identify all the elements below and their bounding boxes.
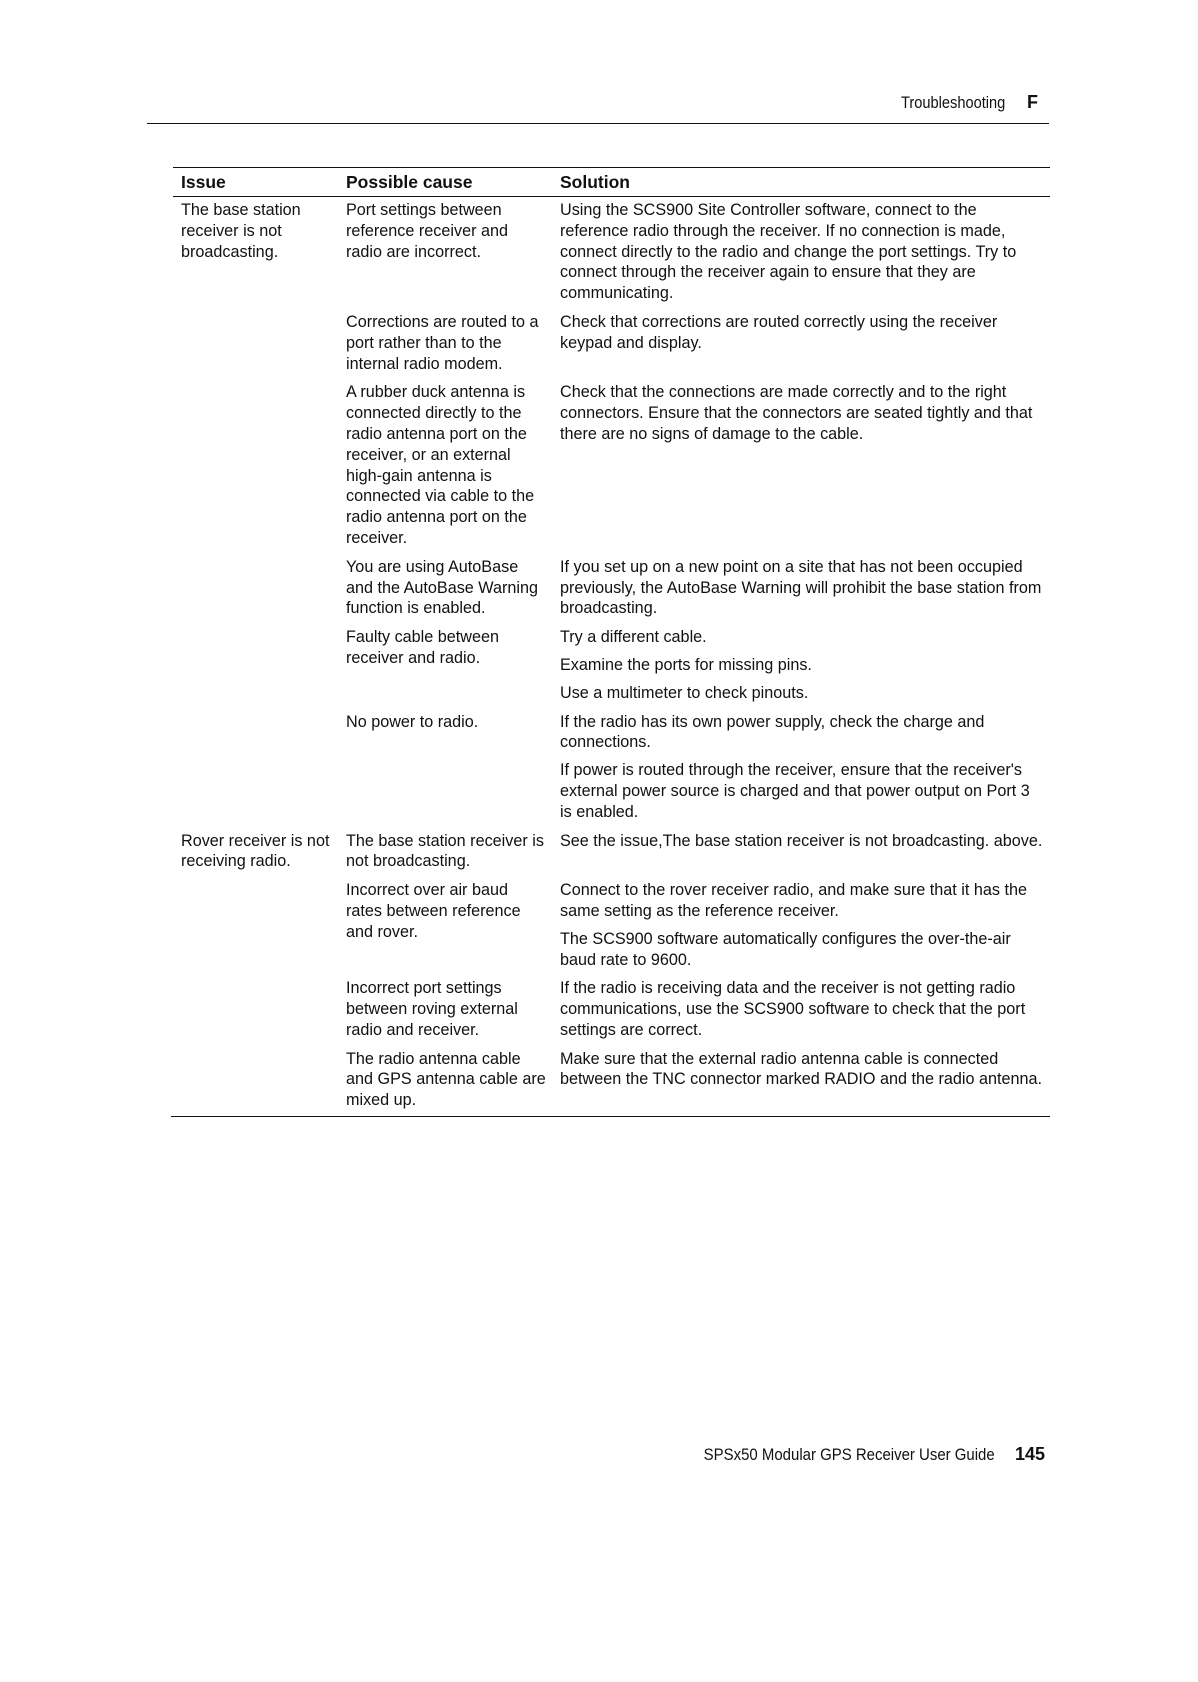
issue-cell <box>173 1046 338 1116</box>
issue-cell <box>173 379 338 553</box>
solution-cell <box>552 309 1050 379</box>
solution-text: Connect to the rover receiver radio, and make sure that it has the same setting as the reference receiver. <box>560 881 1027 920</box>
solution-text: Make sure that the external radio antenna cable is connected between the TNC connector marked RADIO and the radio antenna. <box>560 1049 1043 1089</box>
cause-cell: Faulty cable between receiver and radio. <box>346 628 499 667</box>
solution-text: Try a different cable. <box>560 628 707 647</box>
table-row <box>173 975 1050 1045</box>
page-number: 145 <box>1014 1444 1045 1464</box>
header-section-title: Troubleshooting <box>900 93 1005 112</box>
table-body <box>173 197 1050 1117</box>
solution-text: See the issue,The base station receiver is not broadcasting. above. <box>560 831 1043 850</box>
solution-text: If the radio is receiving data and the receiver is not getting radio communications, use the SCS900 software to check that the port settings are correct. <box>560 979 1026 1039</box>
table-row <box>173 709 1050 828</box>
issue-cell <box>173 309 338 379</box>
footer-guide-title: SPSx50 Modular GPS Receiver User Guide <box>703 1445 995 1464</box>
troubleshooting-table <box>173 167 1050 1117</box>
running-header <box>884 92 1038 113</box>
table-row <box>173 379 1050 553</box>
solution-text: If you set up on a new point on a site that has not been occupied previously, the AutoBase Warning will prohibit the base station from broadcasting. <box>560 557 1042 618</box>
header-divider <box>147 123 1049 124</box>
solution-text: If the radio has its own power supply, check the charge and connections. <box>560 712 985 752</box>
cause-cell: Port settings between reference receiver and radio are incorrect. <box>346 201 508 261</box>
solution-text: If power is routed through the receiver, ensure that the receiver's external power source is charged and that power output on Port 3 is enabled. <box>560 761 1030 821</box>
column-header-solution: Solution <box>552 168 1050 197</box>
column-header-issue: Issue <box>173 168 338 197</box>
page-footer <box>664 1444 1045 1465</box>
table-header-row <box>173 168 1050 197</box>
solution-text: Check that corrections are routed correctly using the receiver keypad and display. <box>560 312 998 352</box>
cause-cell: Incorrect over air baud rates between reference and rover. <box>346 881 521 941</box>
solution-cell <box>552 379 1050 553</box>
cause-cell: Incorrect port settings between roving external radio and receiver. <box>346 979 518 1039</box>
table-row <box>173 197 1050 309</box>
issue-cell: Rover receiver is not receiving radio. <box>181 831 330 871</box>
issue-cell <box>173 877 338 975</box>
issue-cell <box>173 975 338 1045</box>
cause-cell: Corrections are routed to a port rather than to the internal radio modem. <box>346 312 539 373</box>
table-row <box>173 828 1050 878</box>
issue-cell <box>173 554 338 624</box>
cause-cell: The base station receiver is not broadcasting. <box>346 831 544 871</box>
solution-text: The SCS900 software automatically configures the over-the-air baud rate to 9600. <box>560 929 1011 969</box>
solution-cell <box>552 877 1050 975</box>
table-row <box>173 624 1050 708</box>
solution-cell <box>552 709 1050 828</box>
solution-cell <box>552 975 1050 1045</box>
table-row <box>173 554 1050 624</box>
solution-text: Check that the connections are made correctly and to the right connectors. Ensure that the connectors are seated tightly and that there are no signs of damage to the cable. <box>560 383 1033 443</box>
solution-cell <box>552 828 1050 878</box>
solution-cell <box>552 624 1050 708</box>
solution-cell <box>552 197 1050 309</box>
header-appendix-letter: F <box>1027 92 1038 112</box>
issue-cell <box>173 624 338 708</box>
solution-cell <box>552 1046 1050 1116</box>
solution-cell <box>552 554 1050 624</box>
issue-cell: The base station receiver is not broadcasting. <box>181 201 301 261</box>
solution-text: Examine the ports for missing pins. <box>560 655 812 674</box>
table-row <box>173 877 1050 975</box>
table-row <box>173 1046 1050 1116</box>
solution-text: Use a multimeter to check pinouts. <box>560 683 809 702</box>
cause-cell: The radio antenna cable and GPS antenna cable are mixed up. <box>346 1049 546 1110</box>
solution-text: Using the SCS900 Site Controller software, connect to the reference radio through the receiver. If no connection is made, connect directly to the radio and change the port settings. Try to connect through the receiver again to ensure that they are communicating. <box>560 201 1017 303</box>
table-row <box>173 309 1050 379</box>
cause-cell: A rubber duck antenna is connected directly to the radio antenna port on the receiver, or an external high-gain antenna is connected via cable to the radio antenna port on the receiver. <box>346 383 535 547</box>
issue-cell <box>173 709 338 828</box>
column-header-cause: Possible cause <box>338 168 552 197</box>
table-bottom-rule <box>171 1116 1050 1117</box>
cause-cell: You are using AutoBase and the AutoBase Warning function is enabled. <box>346 557 538 618</box>
cause-cell: No power to radio. <box>346 712 479 731</box>
